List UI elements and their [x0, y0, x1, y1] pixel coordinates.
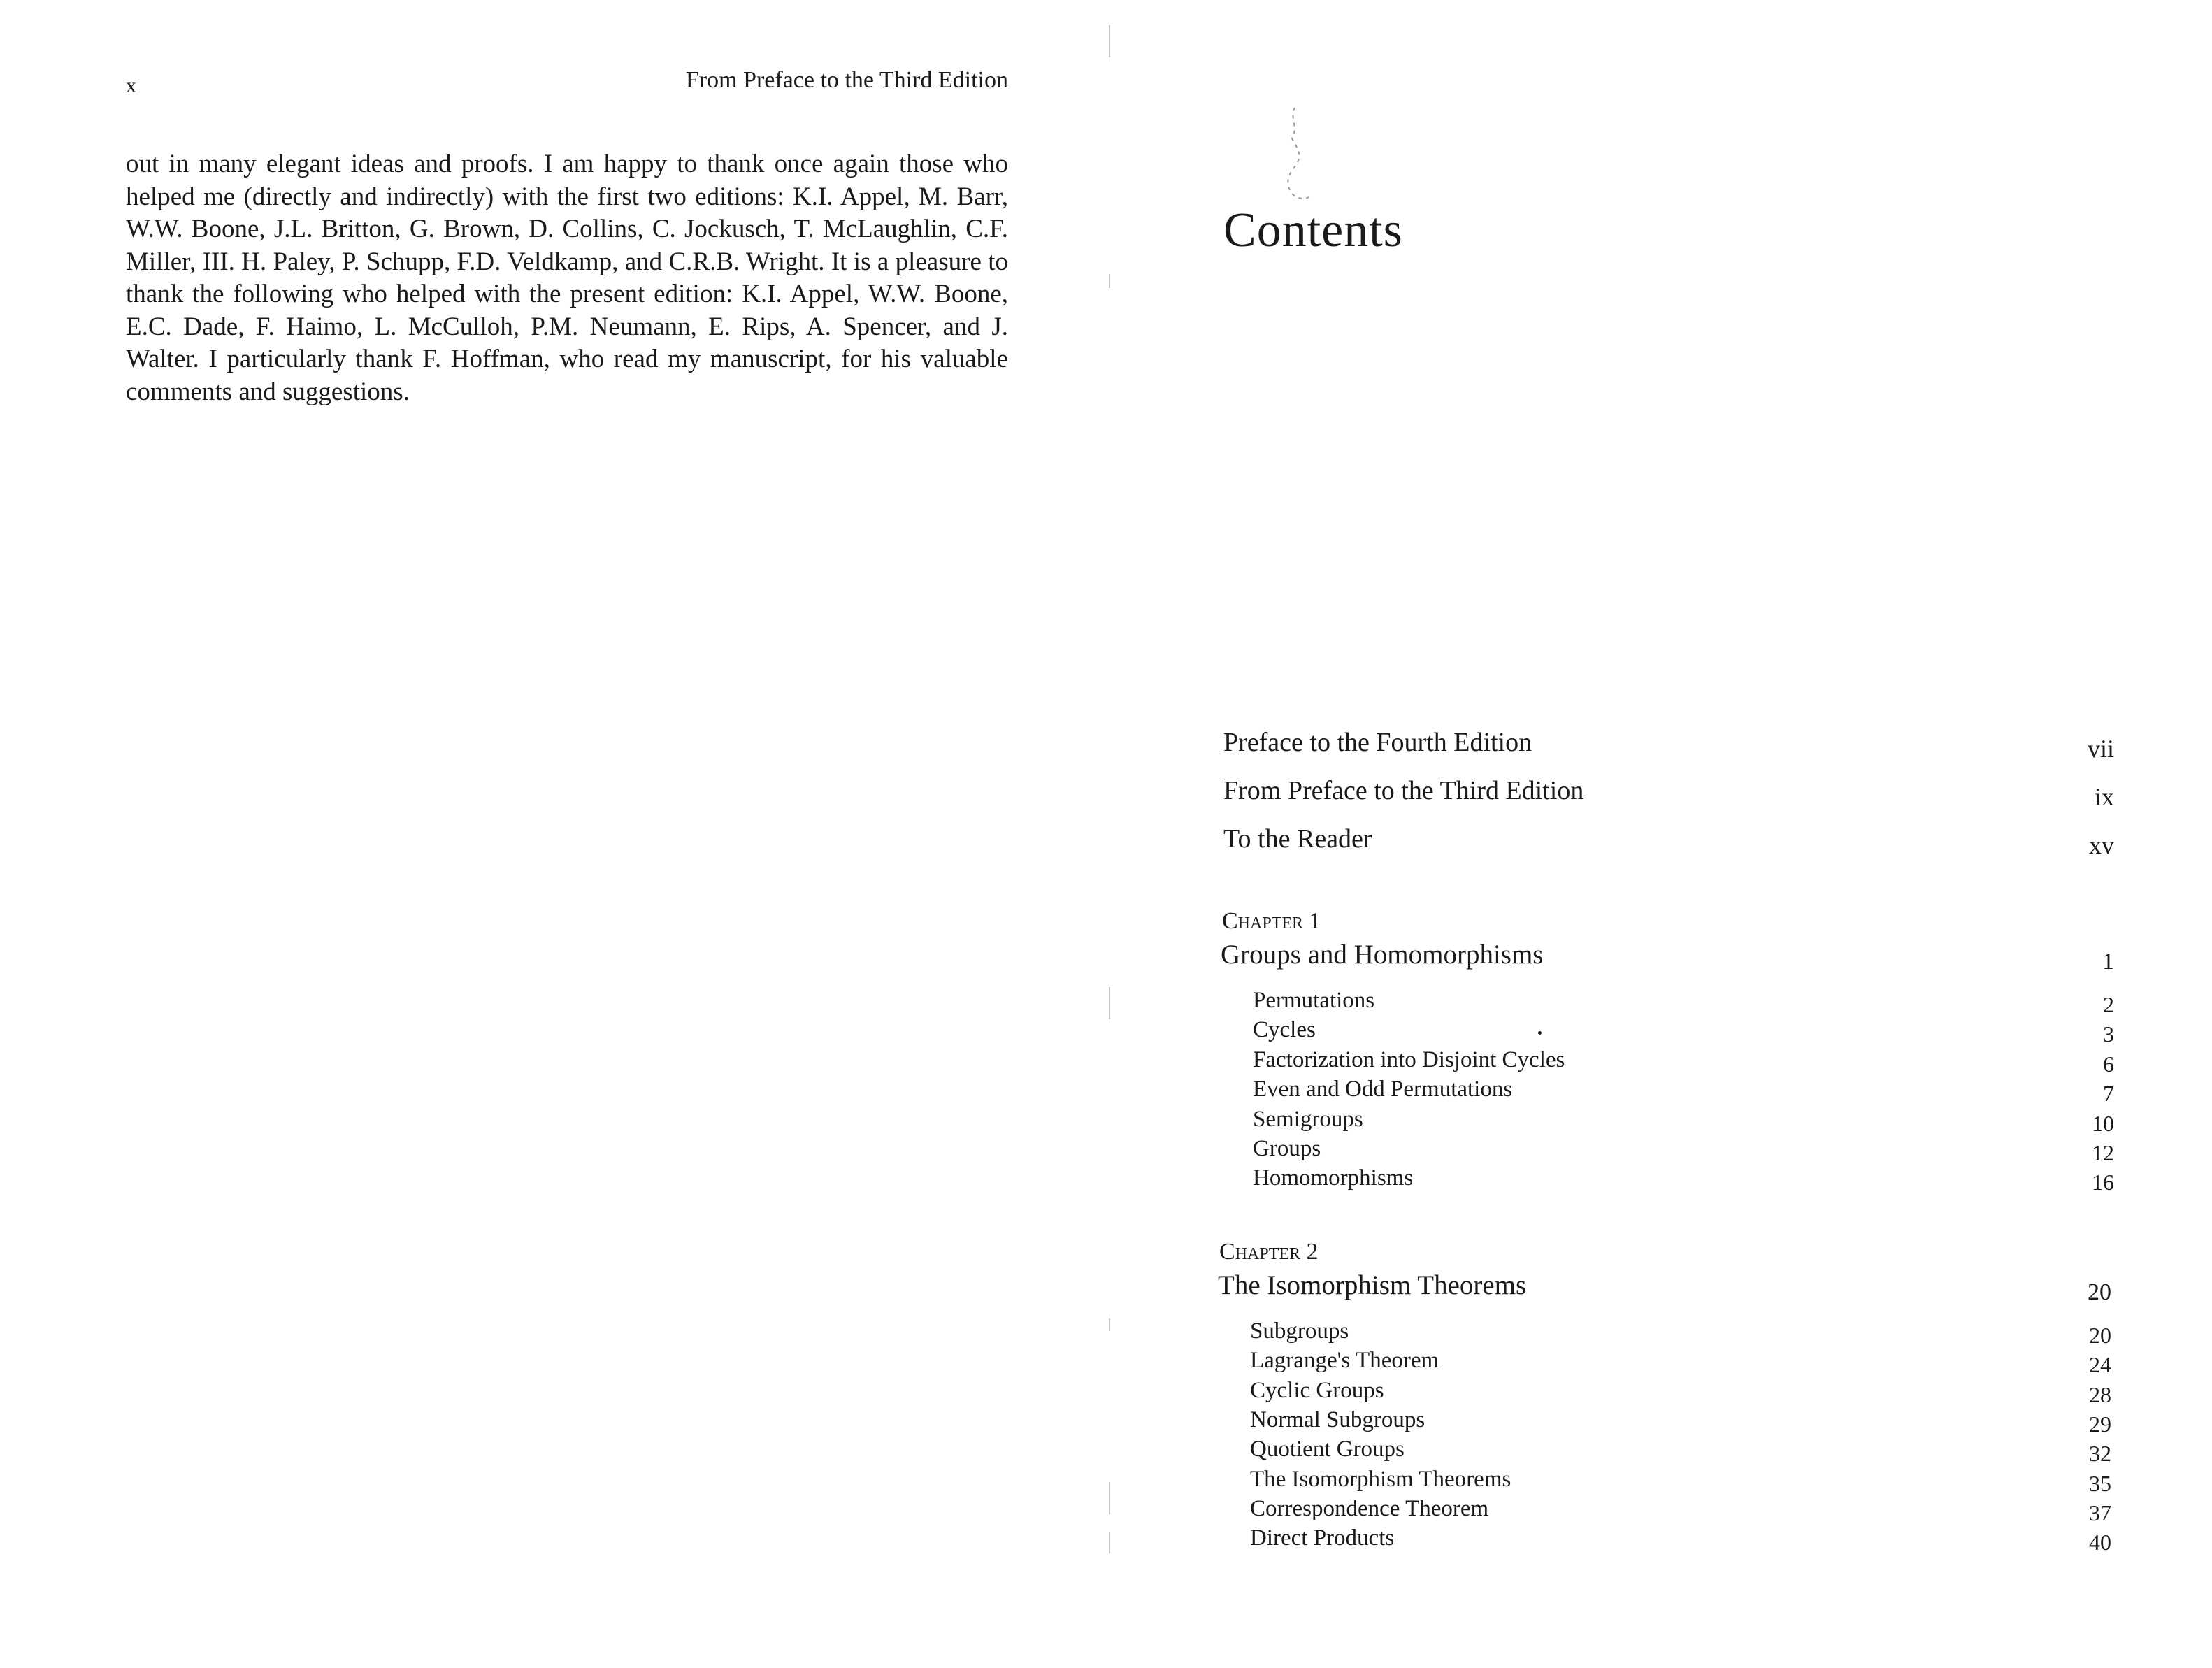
- chapter-title: The Isomorphism Theorems: [1218, 1270, 1527, 1300]
- section-title: Semigroups: [1253, 1106, 1363, 1132]
- section-entry[interactable]: [1216, 1525, 2111, 1555]
- section-page: 29: [2089, 1411, 2111, 1437]
- section-entry[interactable]: [1216, 1407, 2111, 1437]
- section-page: 28: [2089, 1381, 2111, 1407]
- chapter-page: 20: [2088, 1279, 2111, 1305]
- running-head: [126, 67, 1008, 98]
- chapter-title-row[interactable]: [1219, 939, 2114, 988]
- section-entry[interactable]: [1216, 1437, 2111, 1466]
- section-entry[interactable]: [1219, 1136, 2114, 1165]
- gutter-mark: [1109, 1482, 1110, 1514]
- chapter-1: [1219, 908, 2114, 1195]
- gutter-mark: [1109, 25, 1110, 57]
- section-entry[interactable]: [1219, 1077, 2114, 1106]
- preface-body: [126, 148, 1008, 408]
- section-entry[interactable]: [1219, 1047, 2114, 1077]
- section-title: Direct Products: [1250, 1525, 1395, 1551]
- section-title: The Isomorphism Theorems: [1250, 1466, 1511, 1492]
- chapter-2: [1216, 1239, 2111, 1555]
- gutter-mark: [1109, 987, 1110, 1019]
- chapter-title-row[interactable]: [1216, 1270, 2111, 1318]
- section-page: 2: [2103, 992, 2114, 1017]
- chapter-page: 1: [2102, 949, 2114, 975]
- section-list: [1219, 988, 2114, 1195]
- section-list: [1216, 1318, 2111, 1555]
- toc-entry-page: vii: [2087, 735, 2114, 763]
- gutter-mark: [1109, 274, 1110, 288]
- section-page: 20: [2089, 1322, 2111, 1348]
- toc-entry-title: From Preface to the Third Edition: [1223, 776, 1584, 805]
- table-of-contents: [1219, 727, 2114, 1555]
- section-page: 35: [2089, 1470, 2111, 1496]
- toc-entry[interactable]: [1219, 824, 2114, 872]
- section-page: 10: [2092, 1110, 2114, 1136]
- section-page: 32: [2089, 1441, 2111, 1467]
- section-title: Even and Odd Permutations: [1253, 1077, 1513, 1102]
- section-title: Cyclic Groups: [1250, 1377, 1384, 1403]
- preface-paragraph: out in many elegant ideas and proofs. I am happy to thank once again those who helped me (directly and indirectly) with the first two editions: K.I. Appel, M. Barr, W.W. Boone, J.L. Britton, G. Brown, D. Collins, C. Jockusch, T. McLaughlin, C.F. Miller, III. H. Paley, P. Schupp, F.D. Veldkamp, and C.R.B. Wright. It is a pleasure to thank the following who helped with the present edition: K.I. Appel, W.W. Boone, E.C. Dade, F. Haimo, L. McCulloh, P.M. Neumann, E. Rips, A. Spencer, and J. Walter. I particularly thank F. Hoffman, who read my manuscript, for his valuable comments and suggestions.: [126, 150, 1008, 406]
- chapter-label: Chapter 2: [1219, 1238, 1319, 1265]
- section-page: 37: [2089, 1500, 2111, 1526]
- front-matter-list: [1219, 727, 2114, 872]
- pencil-scribble: [1275, 105, 1317, 210]
- section-entry[interactable]: [1216, 1496, 2111, 1525]
- chapter-title: Groups and Homomorphisms: [1221, 940, 1544, 970]
- section-entry[interactable]: [1216, 1378, 2111, 1407]
- page-number: x: [126, 74, 136, 97]
- section-page: 6: [2103, 1051, 2114, 1077]
- section-title: Groups: [1253, 1135, 1321, 1161]
- section-title: Factorization into Disjoint Cycles: [1253, 1047, 1565, 1072]
- gutter-mark: [1109, 1532, 1110, 1553]
- toc-entry-title: Preface to the Fourth Edition: [1223, 728, 1532, 757]
- toc-entry-page: ix: [2094, 783, 2114, 811]
- section-page: 7: [2103, 1081, 2114, 1107]
- section-entry[interactable]: [1216, 1318, 2111, 1348]
- section-title: Normal Subgroups: [1250, 1407, 1425, 1432]
- section-entry[interactable]: [1216, 1348, 2111, 1377]
- stray-dot: [1538, 1031, 1542, 1035]
- section-title: Lagrange's Theorem: [1250, 1348, 1439, 1374]
- running-title: From Preface to the Third Edition: [685, 67, 1008, 93]
- section-page: 12: [2092, 1139, 2114, 1165]
- section-page: 3: [2103, 1021, 2114, 1047]
- left-page: [0, 0, 1091, 1668]
- gutter-mark: [1109, 1318, 1110, 1331]
- section-title: Subgroups: [1250, 1318, 1349, 1344]
- chapter-label: Chapter 1: [1222, 908, 1321, 934]
- section-title: Correspondence Theorem: [1250, 1496, 1489, 1522]
- section-title: Quotient Groups: [1250, 1437, 1405, 1462]
- section-title: Homomorphisms: [1253, 1165, 1414, 1191]
- section-entry[interactable]: [1219, 1165, 2114, 1195]
- section-page: 16: [2092, 1170, 2114, 1195]
- section-page: 24: [2089, 1352, 2111, 1378]
- toc-entry[interactable]: [1219, 727, 2114, 775]
- contents-title: Contents: [1223, 203, 1403, 257]
- section-entry[interactable]: [1219, 988, 2114, 1017]
- section-title: Cycles: [1253, 1017, 1316, 1043]
- section-entry[interactable]: [1219, 1107, 2114, 1136]
- section-entry[interactable]: [1216, 1467, 2111, 1496]
- toc-entry-page: xv: [2089, 831, 2114, 859]
- section-entry[interactable]: [1219, 1017, 2114, 1047]
- section-page: 40: [2089, 1530, 2111, 1555]
- toc-entry[interactable]: [1219, 775, 2114, 824]
- section-title: Permutations: [1253, 988, 1375, 1013]
- toc-entry-title: To the Reader: [1223, 824, 1372, 854]
- right-page: [1121, 0, 2212, 1668]
